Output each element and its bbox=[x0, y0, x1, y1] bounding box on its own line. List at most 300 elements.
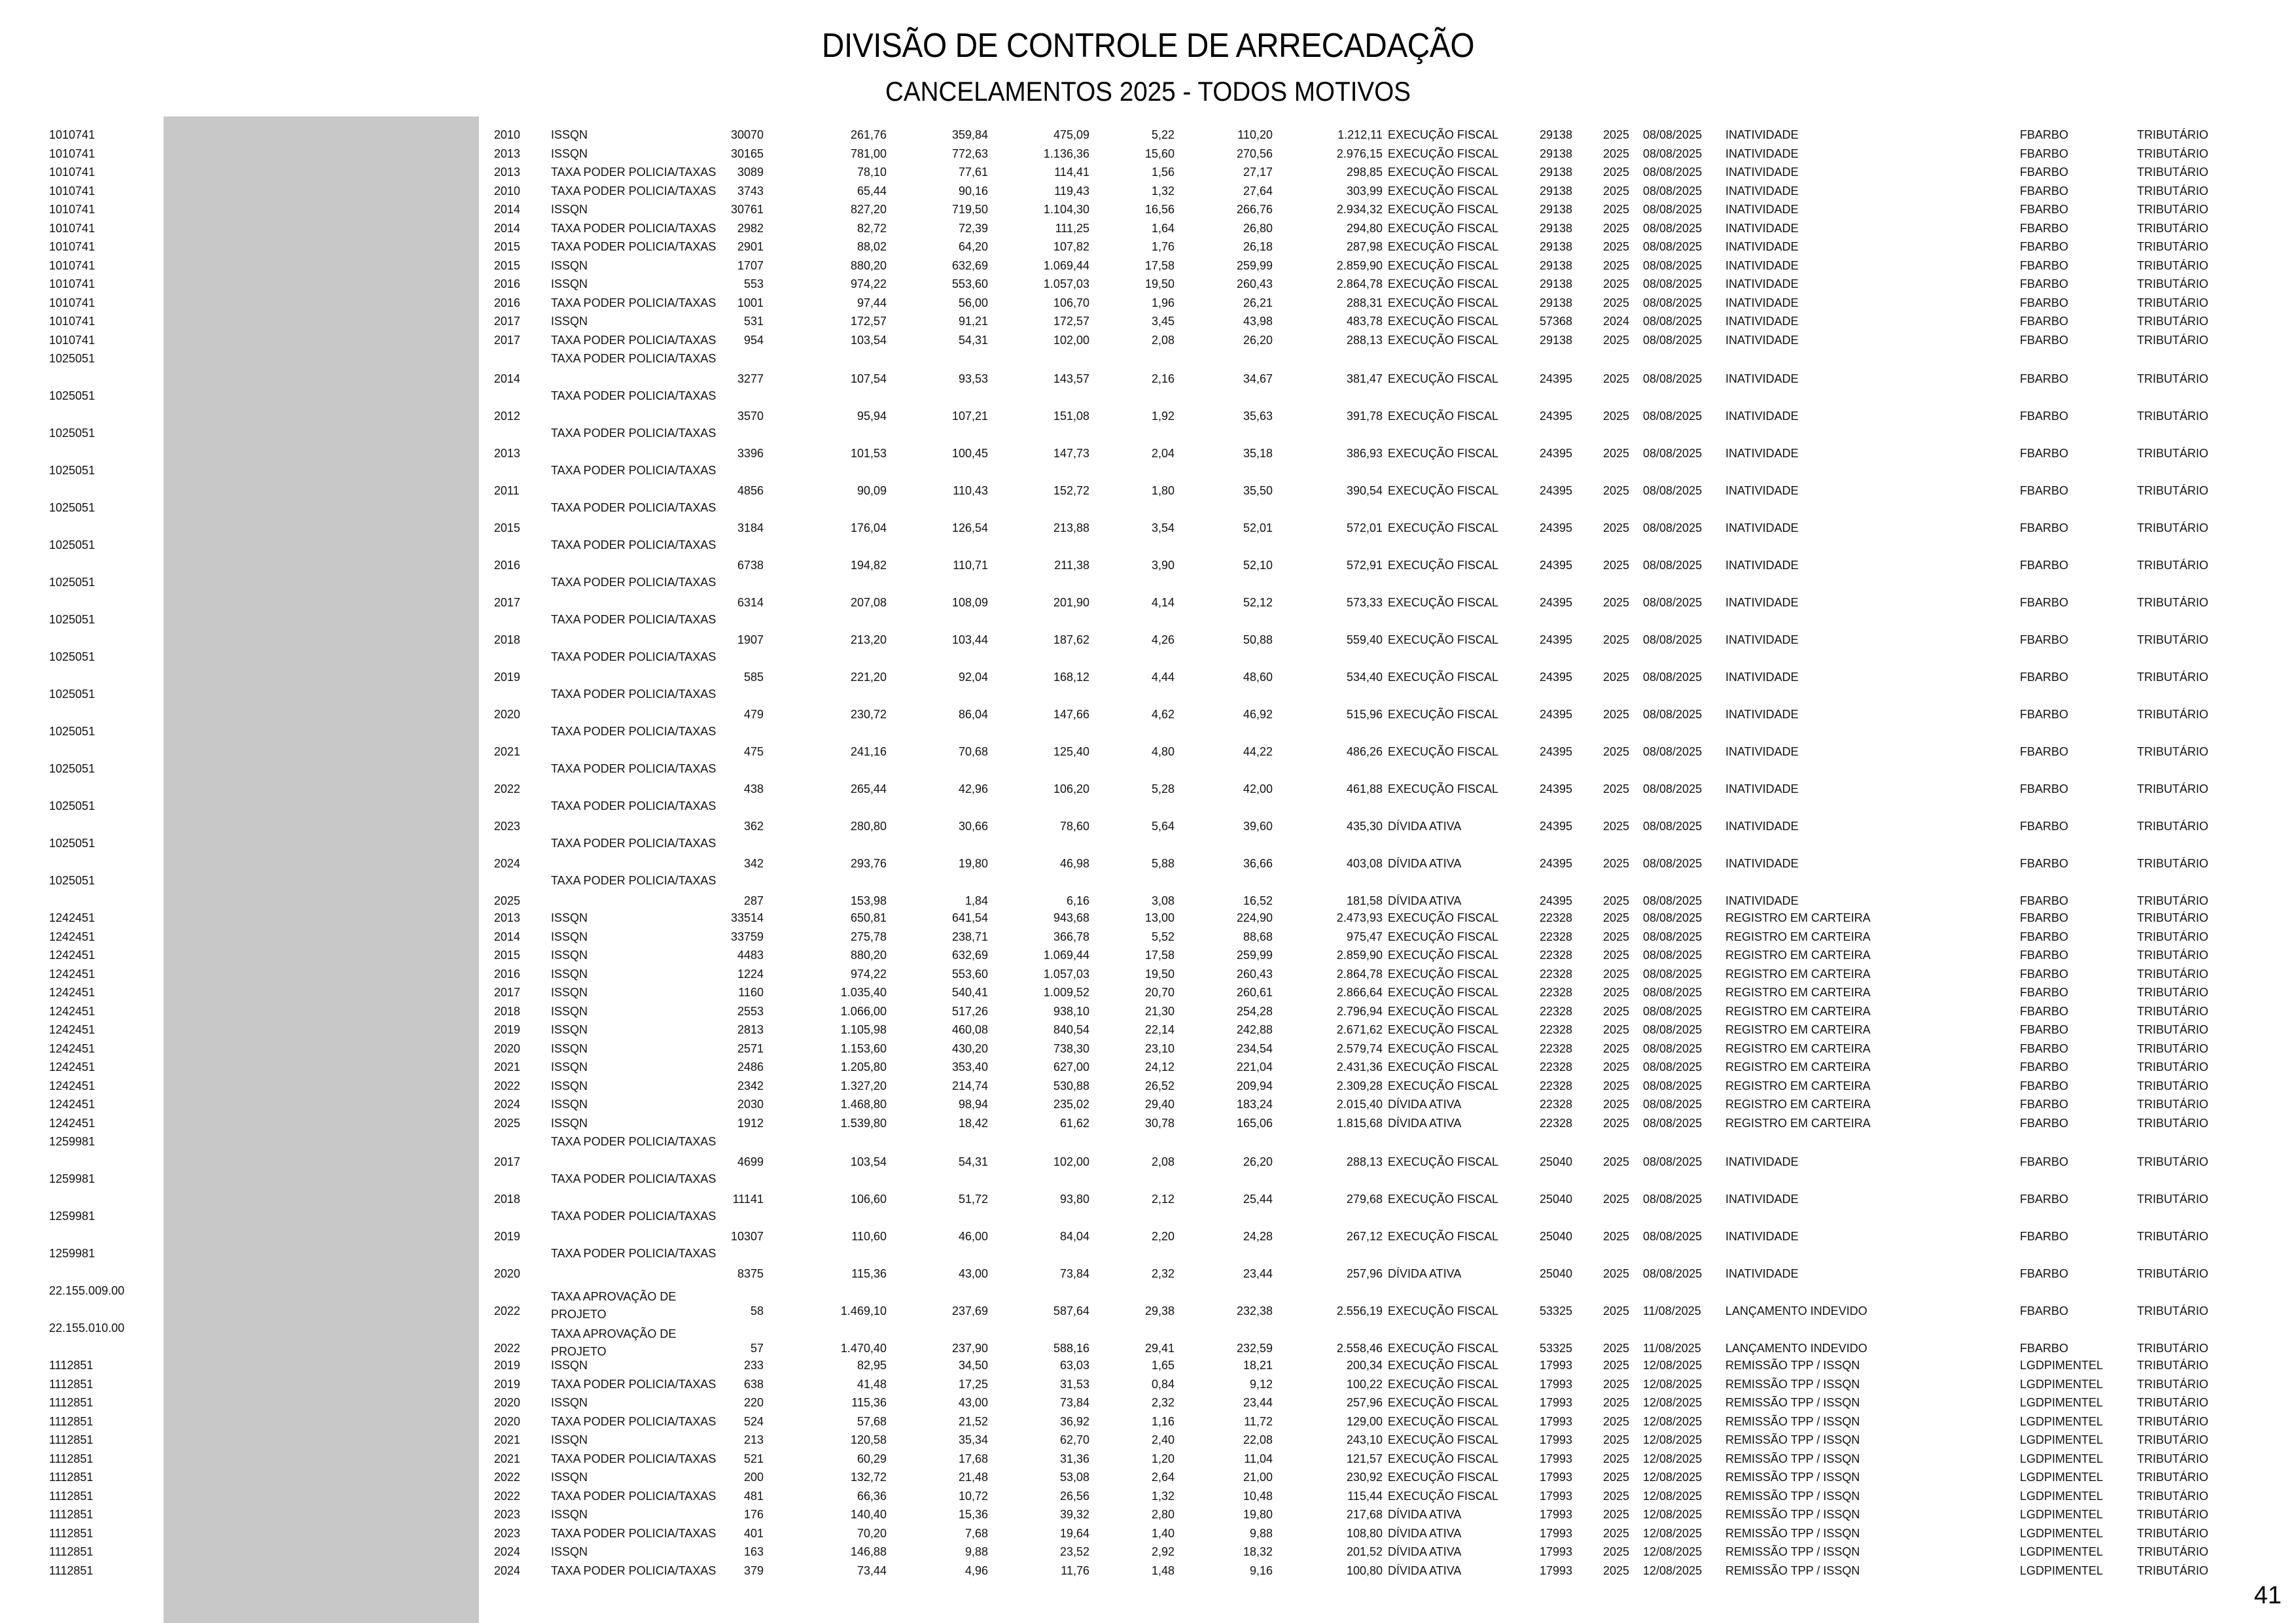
page-title: DIVISÃO DE CONTROLE DE ARRECADAÇÃO bbox=[821, 27, 1475, 65]
cell-total: 2.473,93 bbox=[1336, 911, 1383, 924]
cell-setor: TRIBUTÁRIO bbox=[2137, 184, 2209, 198]
cell-usuario: FBARBO bbox=[2020, 745, 2069, 758]
cell-proc-ano: 2025 bbox=[1603, 820, 1630, 833]
cell-situacao: EXECUÇÃO FISCAL bbox=[1388, 1489, 1499, 1503]
cell-id: 1025051 bbox=[49, 613, 96, 626]
cell-usuario: FBARBO bbox=[2020, 894, 2069, 907]
cell-data: 08/08/2025 bbox=[1643, 930, 1703, 943]
cell-usuario: FBARBO bbox=[2020, 949, 2069, 962]
cell-proc-ano: 2025 bbox=[1603, 745, 1630, 758]
cell-motivo: REMISSÃO TPP / ISSQN bbox=[1725, 1359, 1860, 1372]
cell-motivo: REMISSÃO TPP / ISSQN bbox=[1725, 1489, 1860, 1503]
cell-v3: 84,04 bbox=[1059, 1230, 1089, 1243]
cell-total: 435,30 bbox=[1346, 820, 1383, 833]
cell-num: 57 bbox=[750, 1342, 764, 1355]
cell-v1: 1.470,40 bbox=[840, 1342, 887, 1355]
cell-usuario: LGDPIMENTEL bbox=[2020, 1471, 2104, 1484]
cell-v3: 627,00 bbox=[1053, 1060, 1089, 1073]
cell-ano: 2020 bbox=[494, 708, 521, 721]
table-row bbox=[0, 930, 2296, 949]
cell-v3: 125,40 bbox=[1053, 745, 1089, 758]
cell-v4: 2,16 bbox=[1151, 372, 1174, 385]
cell-v1: 95,94 bbox=[857, 410, 887, 423]
cell-data: 08/08/2025 bbox=[1643, 633, 1703, 646]
cell-v3: 213,88 bbox=[1053, 521, 1089, 534]
cell-v3: 61,62 bbox=[1059, 1116, 1089, 1130]
cell-motivo: LANÇAMENTO INDEVIDO bbox=[1725, 1304, 1867, 1318]
cell-v4: 0,84 bbox=[1151, 1377, 1174, 1391]
table-row bbox=[0, 239, 2296, 258]
cell-proc-ano: 2025 bbox=[1603, 1396, 1630, 1409]
cell-v1: 73,44 bbox=[857, 1563, 887, 1577]
cell-v1: 140,40 bbox=[850, 1508, 887, 1521]
cell-v5: 9,12 bbox=[1249, 1377, 1273, 1391]
cell-usuario: FBARBO bbox=[2020, 1342, 2069, 1355]
cell-ano: 2019 bbox=[494, 1377, 521, 1391]
cell-num: 362 bbox=[743, 820, 764, 833]
cell-v4: 5,64 bbox=[1151, 820, 1174, 833]
cell-total: 975,47 bbox=[1346, 930, 1383, 943]
cell-situacao: DÍVIDA ATIVA bbox=[1388, 857, 1462, 870]
cell-setor: TRIBUTÁRIO bbox=[2137, 1377, 2209, 1391]
cell-situacao: EXECUÇÃO FISCAL bbox=[1388, 1433, 1499, 1446]
cell-proc-ano: 2025 bbox=[1603, 166, 1630, 179]
cell-motivo: REGISTRO EM CARTEIRA bbox=[1725, 986, 1871, 999]
cell-total: 100,22 bbox=[1346, 1377, 1383, 1391]
cell-v2: 91,21 bbox=[958, 315, 988, 328]
cell-v1: 650,81 bbox=[850, 911, 887, 924]
cell-setor: TRIBUTÁRIO bbox=[2137, 930, 2209, 943]
cell-usuario: FBARBO bbox=[2020, 184, 2069, 198]
cell-num: 33759 bbox=[730, 930, 764, 943]
cell-v3: 475,09 bbox=[1053, 128, 1089, 141]
cell-situacao: EXECUÇÃO FISCAL bbox=[1388, 410, 1499, 423]
table-row bbox=[0, 1544, 2296, 1563]
cell-id: 1242451 bbox=[49, 986, 96, 999]
cell-situacao: EXECUÇÃO FISCAL bbox=[1388, 184, 1499, 198]
cell-id: 1010741 bbox=[49, 258, 96, 272]
cell-proc: 17993 bbox=[1540, 1452, 1573, 1465]
cell-motivo: INATIVIDADE bbox=[1725, 1155, 1799, 1168]
cell-id: 1010741 bbox=[49, 277, 96, 290]
cell-id: 1010741 bbox=[49, 128, 96, 141]
cell-id: 1112851 bbox=[49, 1471, 94, 1484]
table-row bbox=[0, 426, 2296, 463]
cell-proc-ano: 2025 bbox=[1603, 1359, 1630, 1372]
table-row bbox=[0, 612, 2296, 650]
cell-v4: 4,26 bbox=[1151, 633, 1174, 646]
cell-setor: TRIBUTÁRIO bbox=[2137, 1396, 2209, 1409]
cell-proc: 24395 bbox=[1540, 484, 1573, 497]
cell-tributo: TAXA PODER POLICIA/TAXAS bbox=[551, 464, 716, 477]
cell-v3: 211,38 bbox=[1054, 559, 1089, 572]
cell-v4: 1,40 bbox=[1151, 1526, 1174, 1540]
cell-data: 08/08/2025 bbox=[1643, 128, 1703, 141]
cell-v2: 359,84 bbox=[951, 128, 988, 141]
cell-situacao: EXECUÇÃO FISCAL bbox=[1388, 1155, 1499, 1168]
cell-proc-ano: 2025 bbox=[1603, 1023, 1630, 1036]
cell-data: 08/08/2025 bbox=[1643, 820, 1703, 833]
cell-v2: 18,42 bbox=[958, 1116, 988, 1130]
cell-ano: 2017 bbox=[494, 596, 521, 609]
cell-v1: 153,98 bbox=[850, 894, 887, 907]
cell-proc: 24395 bbox=[1540, 745, 1573, 758]
cell-motivo: INATIVIDADE bbox=[1725, 820, 1799, 833]
cell-v4: 1,80 bbox=[1151, 484, 1174, 497]
cell-v1: 106,60 bbox=[850, 1193, 887, 1206]
cell-id: 1010741 bbox=[49, 240, 96, 253]
cell-v5: 259,99 bbox=[1236, 949, 1273, 962]
cell-v4: 4,14 bbox=[1151, 596, 1174, 609]
cell-data: 12/08/2025 bbox=[1643, 1433, 1703, 1446]
cell-v4: 1,56 bbox=[1151, 166, 1174, 179]
cell-situacao: EXECUÇÃO FISCAL bbox=[1388, 447, 1499, 460]
cell-setor: TRIBUTÁRIO bbox=[2137, 967, 2209, 981]
cell-v2: 21,48 bbox=[958, 1471, 988, 1484]
cell-proc: 24395 bbox=[1540, 894, 1573, 907]
cell-setor: TRIBUTÁRIO bbox=[2137, 1230, 2209, 1243]
cell-situacao: DÍVIDA ATIVA bbox=[1388, 1508, 1462, 1521]
cell-data: 08/08/2025 bbox=[1643, 258, 1703, 272]
cell-usuario: FBARBO bbox=[2020, 782, 2069, 795]
cell-setor: TRIBUTÁRIO bbox=[2137, 1023, 2209, 1036]
cell-v5: 27,17 bbox=[1243, 166, 1273, 179]
cell-v2: 238,71 bbox=[951, 930, 988, 943]
cell-tributo: TAXA PODER POLICIA/TAXAS bbox=[551, 352, 716, 365]
cell-v1: 88,02 bbox=[857, 240, 887, 253]
cell-num: 213 bbox=[743, 1433, 764, 1446]
cell-proc: 29138 bbox=[1540, 240, 1573, 253]
cell-motivo: REGISTRO EM CARTEIRA bbox=[1725, 1060, 1871, 1073]
cell-ano: 2013 bbox=[494, 166, 521, 179]
cell-num: 4699 bbox=[737, 1155, 764, 1168]
cell-id: 1242451 bbox=[49, 967, 96, 981]
cell-usuario: FBARBO bbox=[2020, 596, 2069, 609]
table-row bbox=[0, 1526, 2296, 1545]
cell-situacao: EXECUÇÃO FISCAL bbox=[1388, 1471, 1499, 1484]
cell-total: 2.796,94 bbox=[1336, 1004, 1383, 1018]
cell-proc-ano: 2025 bbox=[1603, 671, 1630, 684]
table-row bbox=[0, 1079, 2296, 1098]
cell-v4: 2,04 bbox=[1151, 447, 1174, 460]
cell-ano: 2020 bbox=[494, 1396, 521, 1409]
cell-num: 4856 bbox=[737, 484, 764, 497]
cell-id: 1025051 bbox=[49, 501, 96, 514]
cell-usuario: FBARBO bbox=[2020, 708, 2069, 721]
cell-v5: 234,54 bbox=[1236, 1041, 1273, 1055]
cell-tributo: ISSQN bbox=[551, 967, 588, 981]
cell-num: 401 bbox=[743, 1526, 764, 1540]
cell-proc-ano: 2024 bbox=[1603, 315, 1630, 328]
cell-proc-ano: 2025 bbox=[1603, 147, 1630, 160]
cell-setor: TRIBUTÁRIO bbox=[2137, 1079, 2209, 1092]
cell-setor: TRIBUTÁRIO bbox=[2137, 708, 2209, 721]
cell-ano: 2013 bbox=[494, 911, 521, 924]
table-row bbox=[0, 277, 2296, 296]
cell-setor: TRIBUTÁRIO bbox=[2137, 894, 2209, 907]
cell-ano: 2019 bbox=[494, 1023, 521, 1036]
cell-total: 108,80 bbox=[1346, 1526, 1383, 1540]
cell-total: 257,96 bbox=[1346, 1396, 1383, 1409]
cell-v2: 110,43 bbox=[953, 484, 988, 497]
cell-proc-ano: 2025 bbox=[1603, 894, 1630, 907]
cell-v4: 3,08 bbox=[1151, 894, 1174, 907]
cell-v2: 353,40 bbox=[951, 1060, 988, 1073]
cell-situacao: EXECUÇÃO FISCAL bbox=[1388, 147, 1499, 160]
cell-usuario: FBARBO bbox=[2020, 128, 2069, 141]
cell-v4: 3,54 bbox=[1151, 521, 1174, 534]
table-row bbox=[0, 1097, 2296, 1116]
cell-v2: 107,21 bbox=[951, 410, 988, 423]
cell-ano: 2014 bbox=[494, 203, 521, 216]
cell-situacao: EXECUÇÃO FISCAL bbox=[1388, 596, 1499, 609]
cell-v1: 781,00 bbox=[850, 147, 887, 160]
cell-v1: 213,20 bbox=[850, 633, 887, 646]
cell-v2: 64,20 bbox=[958, 240, 988, 253]
cell-v4: 2,40 bbox=[1151, 1433, 1174, 1446]
cell-setor: TRIBUTÁRIO bbox=[2137, 240, 2209, 253]
cell-tributo: TAXA PODER POLICIA/TAXAS bbox=[551, 1563, 716, 1577]
cell-setor: TRIBUTÁRIO bbox=[2137, 333, 2209, 347]
table-row bbox=[0, 948, 2296, 967]
cell-v1: 82,95 bbox=[857, 1359, 887, 1372]
cell-situacao: EXECUÇÃO FISCAL bbox=[1388, 315, 1499, 328]
cell-proc-ano: 2025 bbox=[1603, 184, 1630, 198]
cell-v1: 110,60 bbox=[851, 1230, 887, 1243]
cell-tributo: TAXA PODER POLICIA/TAXAS bbox=[551, 1377, 716, 1391]
cell-motivo: INATIVIDADE bbox=[1725, 484, 1799, 497]
cell-motivo: INATIVIDADE bbox=[1725, 372, 1799, 385]
cell-tributo: TAXA PODER POLICIA/TAXAS bbox=[551, 650, 716, 663]
cell-v3: 78,60 bbox=[1059, 820, 1089, 833]
cell-ano: 2024 bbox=[494, 1545, 521, 1558]
cell-situacao: EXECUÇÃO FISCAL bbox=[1388, 1060, 1499, 1073]
cell-total: 391,78 bbox=[1346, 410, 1383, 423]
cell-tributo: ISSQN bbox=[551, 1060, 588, 1073]
cell-proc-ano: 2025 bbox=[1603, 559, 1630, 572]
cell-tributo: ISSQN bbox=[551, 1041, 588, 1055]
cell-situacao: DÍVIDA ATIVA bbox=[1388, 1116, 1462, 1130]
cell-ano: 2022 bbox=[494, 1079, 521, 1092]
cell-total: 294,80 bbox=[1346, 221, 1383, 235]
cell-num: 438 bbox=[743, 782, 764, 795]
cell-proc-ano: 2025 bbox=[1603, 967, 1630, 981]
cell-proc: 17993 bbox=[1540, 1433, 1573, 1446]
cell-v3: 738,30 bbox=[1053, 1041, 1089, 1055]
cell-v1: 827,20 bbox=[850, 203, 887, 216]
table-row bbox=[0, 296, 2296, 315]
cell-setor: TRIBUTÁRIO bbox=[2137, 484, 2209, 497]
cell-v3: 840,54 bbox=[1053, 1023, 1089, 1036]
cell-data: 08/08/2025 bbox=[1643, 484, 1703, 497]
cell-v4: 1,32 bbox=[1151, 1489, 1174, 1503]
cell-tributo: ISSQN bbox=[551, 128, 588, 141]
cell-setor: TRIBUTÁRIO bbox=[2137, 1414, 2209, 1428]
cell-num: 30761 bbox=[730, 203, 764, 216]
cell-v5: 22,08 bbox=[1243, 1433, 1273, 1446]
cell-proc: 24395 bbox=[1540, 559, 1573, 572]
cell-motivo: INATIVIDADE bbox=[1725, 708, 1799, 721]
cell-v3: 588,16 bbox=[1053, 1342, 1089, 1355]
cell-num: 176 bbox=[743, 1508, 764, 1521]
cell-situacao: EXECUÇÃO FISCAL bbox=[1388, 671, 1499, 684]
cell-setor: TRIBUTÁRIO bbox=[2137, 372, 2209, 385]
cell-proc-ano: 2025 bbox=[1603, 333, 1630, 347]
cell-id: 1010741 bbox=[49, 184, 96, 198]
cell-data: 08/08/2025 bbox=[1643, 1004, 1703, 1018]
cell-v3: 1.104,30 bbox=[1043, 203, 1089, 216]
cell-setor: TRIBUTÁRIO bbox=[2137, 1155, 2209, 1168]
cell-v5: 260,43 bbox=[1236, 277, 1273, 290]
cell-v2: 553,60 bbox=[951, 277, 988, 290]
cell-setor: TRIBUTÁRIO bbox=[2137, 1060, 2209, 1073]
cell-v3: 1.057,03 bbox=[1043, 967, 1089, 981]
cell-proc: 22328 bbox=[1540, 949, 1573, 962]
cell-num: 475 bbox=[743, 745, 764, 758]
cell-motivo: REGISTRO EM CARTEIRA bbox=[1725, 1079, 1871, 1092]
cell-id: 1112851 bbox=[49, 1396, 94, 1409]
cell-motivo: INATIVIDADE bbox=[1725, 633, 1799, 646]
cell-data: 08/08/2025 bbox=[1643, 147, 1703, 160]
cell-total: 267,12 bbox=[1346, 1230, 1383, 1243]
cell-num: 1160 bbox=[738, 986, 764, 999]
cell-proc-ano: 2025 bbox=[1603, 1155, 1630, 1168]
cell-v5: 260,61 bbox=[1236, 986, 1273, 999]
cell-v4: 15,60 bbox=[1144, 147, 1174, 160]
cell-usuario: FBARBO bbox=[2020, 447, 2069, 460]
cell-v1: 132,72 bbox=[850, 1471, 887, 1484]
cell-v2: 70,68 bbox=[958, 745, 988, 758]
cell-total: 2.976,15 bbox=[1336, 147, 1383, 160]
cell-v3: 73,84 bbox=[1059, 1396, 1089, 1409]
cell-data: 08/08/2025 bbox=[1643, 1098, 1703, 1111]
cell-total: 121,57 bbox=[1346, 1452, 1383, 1465]
cell-id: 1010741 bbox=[49, 147, 96, 160]
cell-proc: 17993 bbox=[1540, 1526, 1573, 1540]
cell-situacao: EXECUÇÃO FISCAL bbox=[1388, 1004, 1499, 1018]
cell-v1: 66,36 bbox=[857, 1489, 887, 1503]
cell-motivo: INATIVIDADE bbox=[1725, 128, 1799, 141]
cell-ano: 2020 bbox=[494, 1041, 521, 1055]
cell-v2: 237,69 bbox=[951, 1304, 988, 1318]
cell-motivo: INATIVIDADE bbox=[1725, 277, 1799, 290]
cell-data: 08/08/2025 bbox=[1643, 745, 1703, 758]
cell-v2: 43,00 bbox=[958, 1396, 988, 1409]
table-row bbox=[0, 1414, 2296, 1433]
cell-proc: 53325 bbox=[1540, 1304, 1573, 1318]
cell-proc-ano: 2025 bbox=[1603, 1342, 1630, 1355]
cell-proc: 24395 bbox=[1540, 820, 1573, 833]
cell-ano: 2022 bbox=[494, 1489, 521, 1503]
cell-setor: TRIBUTÁRIO bbox=[2137, 1116, 2209, 1130]
cell-v2: 103,44 bbox=[951, 633, 988, 646]
cell-v5: 35,50 bbox=[1243, 484, 1273, 497]
cell-id: 1112851 bbox=[49, 1452, 94, 1465]
cell-id: 1112851 bbox=[49, 1489, 94, 1503]
cell-situacao: EXECUÇÃO FISCAL bbox=[1388, 1452, 1499, 1465]
cell-tributo: ISSQN bbox=[551, 258, 588, 272]
cell-v1: 1.327,20 bbox=[840, 1079, 887, 1092]
cell-v1: 60,29 bbox=[857, 1452, 887, 1465]
cell-proc: 24395 bbox=[1540, 372, 1573, 385]
cell-data: 12/08/2025 bbox=[1643, 1396, 1703, 1409]
cell-v4: 1,20 bbox=[1151, 1452, 1174, 1465]
cell-v1: 115,36 bbox=[851, 1267, 887, 1280]
cell-tributo: PROJETO bbox=[551, 1308, 607, 1321]
cell-proc: 22328 bbox=[1540, 1060, 1573, 1073]
cell-v2: 21,52 bbox=[958, 1414, 988, 1428]
cell-total: 200,34 bbox=[1346, 1359, 1383, 1372]
cell-proc-ano: 2025 bbox=[1603, 447, 1630, 460]
cell-situacao: DÍVIDA ATIVA bbox=[1388, 1098, 1462, 1111]
cell-tributo: ISSQN bbox=[551, 1471, 588, 1484]
cell-v2: 42,96 bbox=[958, 782, 988, 795]
cell-tributo: ISSQN bbox=[551, 1079, 588, 1092]
cell-total: 2.934,32 bbox=[1336, 203, 1383, 216]
cell-v3: 530,88 bbox=[1053, 1079, 1089, 1092]
cell-ano: 2021 bbox=[494, 745, 521, 758]
cell-proc-ano: 2025 bbox=[1603, 986, 1630, 999]
cell-id: 1242451 bbox=[49, 1098, 96, 1111]
cell-tributo: TAXA PODER POLICIA/TAXAS bbox=[551, 333, 716, 347]
cell-num: 2342 bbox=[737, 1079, 764, 1092]
cell-data: 08/08/2025 bbox=[1643, 240, 1703, 253]
cell-v5: 21,00 bbox=[1243, 1471, 1273, 1484]
cell-setor: TRIBUTÁRIO bbox=[2137, 559, 2209, 572]
cell-proc-ano: 2025 bbox=[1603, 1116, 1630, 1130]
table-row bbox=[0, 1004, 2296, 1023]
cell-total: 559,40 bbox=[1346, 633, 1383, 646]
cell-setor: TRIBUTÁRIO bbox=[2137, 1098, 2209, 1111]
cell-usuario: FBARBO bbox=[2020, 1098, 2069, 1111]
cell-motivo: REGISTRO EM CARTEIRA bbox=[1725, 911, 1871, 924]
cell-v2: 15,36 bbox=[958, 1508, 988, 1521]
cell-motivo: INATIVIDADE bbox=[1725, 221, 1799, 235]
table-row bbox=[0, 1246, 2296, 1283]
cell-proc: 25040 bbox=[1540, 1267, 1573, 1280]
cell-v5: 35,18 bbox=[1243, 447, 1273, 460]
cell-v5: 165,06 bbox=[1236, 1116, 1273, 1130]
cell-tributo: TAXA PODER POLICIA/TAXAS bbox=[551, 538, 716, 551]
cell-motivo: REGISTRO EM CARTEIRA bbox=[1725, 930, 1871, 943]
table-row bbox=[0, 799, 2296, 836]
cell-proc-ano: 2025 bbox=[1603, 1267, 1630, 1280]
cell-motivo: INATIVIDADE bbox=[1725, 857, 1799, 870]
cell-situacao: EXECUÇÃO FISCAL bbox=[1388, 1304, 1499, 1318]
cell-v2: 35,34 bbox=[958, 1433, 988, 1446]
cell-total: 2.558,46 bbox=[1336, 1342, 1383, 1355]
cell-v4: 5,28 bbox=[1151, 782, 1174, 795]
cell-v1: 221,20 bbox=[850, 671, 887, 684]
cell-motivo: REMISSÃO TPP / ISSQN bbox=[1725, 1433, 1860, 1446]
cell-v5: 11,72 bbox=[1244, 1414, 1273, 1428]
table-row bbox=[0, 836, 2296, 873]
cell-v1: 57,68 bbox=[857, 1414, 887, 1428]
cell-motivo: INATIVIDADE bbox=[1725, 410, 1799, 423]
table-row bbox=[0, 538, 2296, 575]
cell-setor: TRIBUTÁRIO bbox=[2137, 1563, 2209, 1577]
cell-ano: 2015 bbox=[494, 240, 521, 253]
table-row bbox=[0, 128, 2296, 147]
cell-v1: 41,48 bbox=[857, 1377, 887, 1391]
cell-v4: 29,38 bbox=[1144, 1304, 1174, 1318]
cell-usuario: LGDPIMENTEL bbox=[2020, 1508, 2104, 1521]
cell-v4: 5,88 bbox=[1151, 857, 1174, 870]
cell-proc: 22328 bbox=[1540, 986, 1573, 999]
cell-total: 303,99 bbox=[1346, 184, 1383, 198]
cell-v4: 1,32 bbox=[1151, 184, 1174, 198]
cell-proc: 17993 bbox=[1540, 1377, 1573, 1391]
